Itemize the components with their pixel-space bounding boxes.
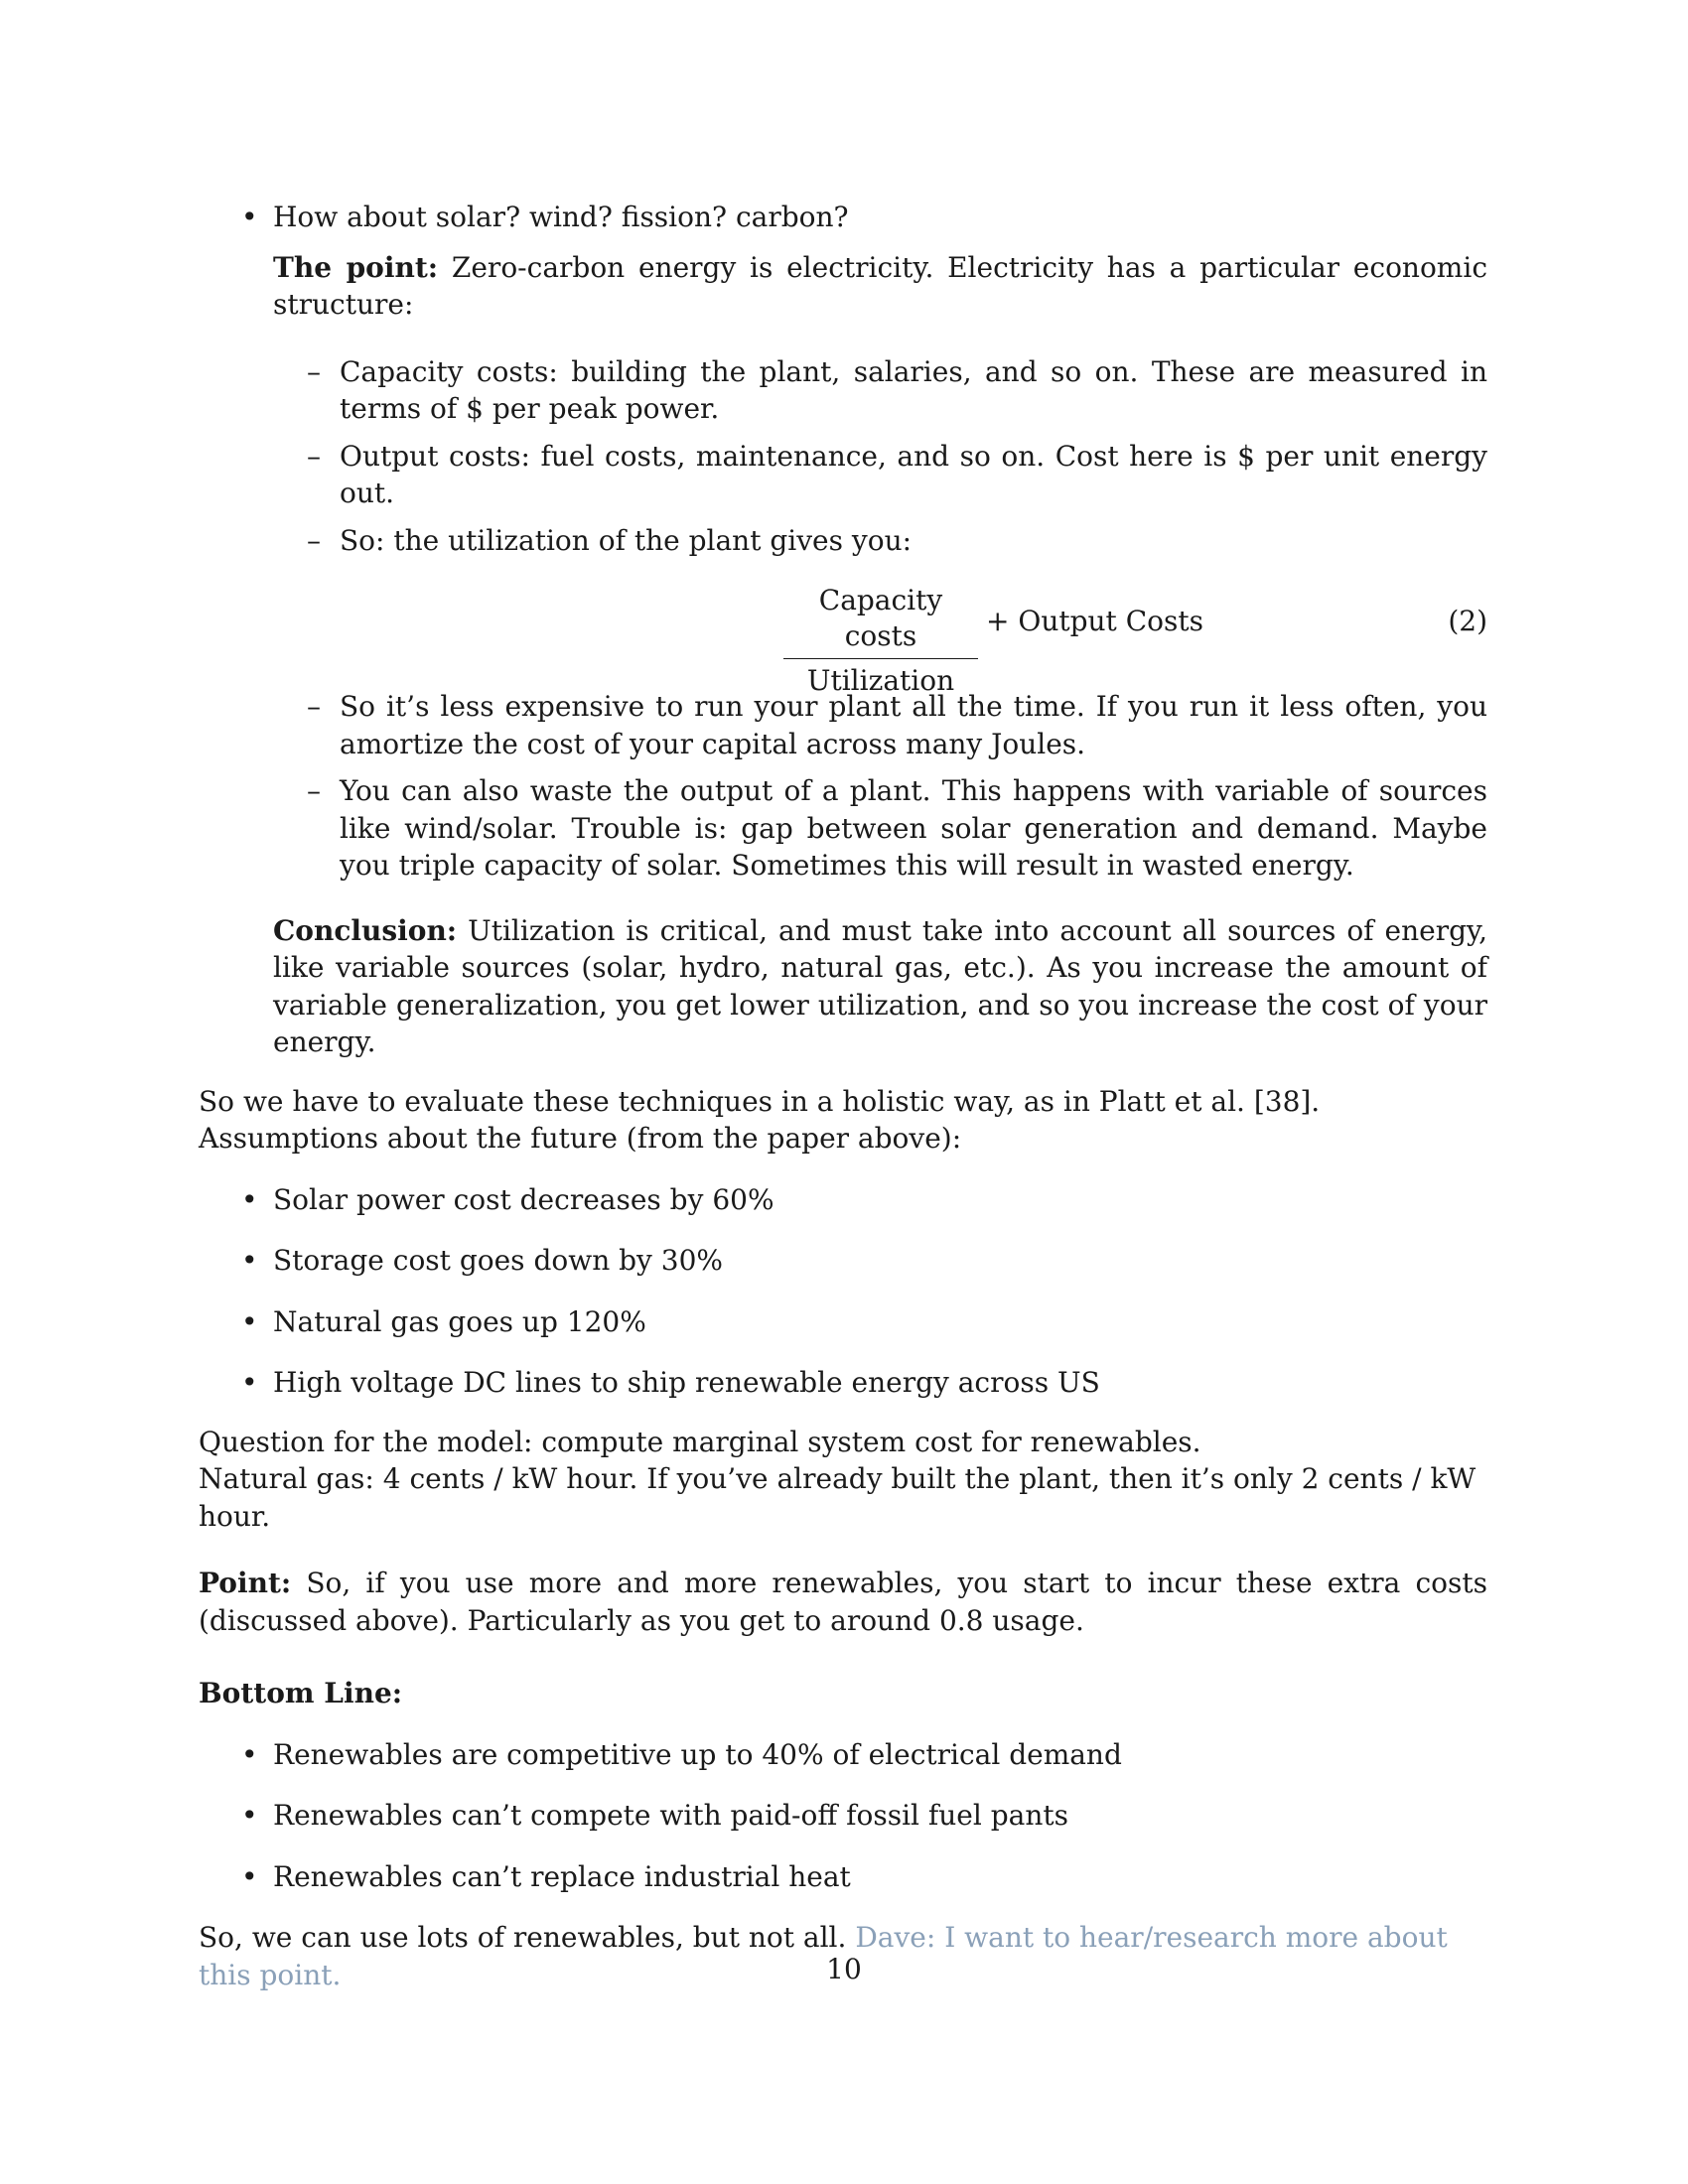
list-item <box>199 1858 1487 1896</box>
holistic-line-1: So we have to evaluate these techniques in a holistic way, as in Platt et al. [38]. <box>199 1084 1321 1118</box>
list-item <box>199 1736 1487 1774</box>
utilization-list <box>273 688 1487 885</box>
equation-fraction <box>783 583 978 699</box>
equation-numerator: Capacity costs <box>783 583 978 659</box>
waste-output-text: You can also waste the output of a plant. This happens with variable of sources like wind/solar. Trouble is: gap between solar generation and demand. Maybe you triple capacity of solar. Sometimes this will result in wasted energy. <box>340 774 1487 882</box>
point-block <box>199 249 1487 1061</box>
conclusion-text: Utilization is critical, and must take into account all sources of energy, like variable sources (solar, hydro, natural gas, etc.). As you increase the amount of variable generalization, you get lower utilization, and so you increase the cost of your energy. <box>273 913 1487 1058</box>
equation-output-costs: + Output Costs <box>986 605 1203 637</box>
point-paragraph <box>273 249 1487 324</box>
list-item <box>199 1303 1487 1341</box>
assumption-gas: Natural gas goes up 120% <box>273 1304 646 1338</box>
assumptions-list <box>199 1181 1487 1402</box>
list-item <box>199 1181 1487 1219</box>
intro-list <box>199 199 1487 236</box>
list-item <box>199 1242 1487 1280</box>
holistic-line-2: Assumptions about the future (from the paper above): <box>199 1122 962 1155</box>
point-label: The point: <box>273 250 439 284</box>
page-number: 10 <box>826 1953 862 1985</box>
bottom-line-competitive: Renewables are competitive up to 40% of electrical demand <box>273 1737 1122 1771</box>
holistic-paragraph <box>199 1083 1487 1158</box>
question-line-2: Natural gas: 4 cents / kW hour. If you’ve already built the plant, then it’s only 2 cents / kW hour. <box>199 1462 1477 1533</box>
point2-label: Point: <box>199 1567 292 1599</box>
equation-number: (2) <box>1448 605 1487 637</box>
dave-note: Dave: I want to hear/research more about this point. <box>199 1921 1448 1991</box>
list-item <box>273 688 1487 762</box>
bottom-line-fossil: Renewables can’t compete with paid-off fossil fuel pants <box>273 1799 1068 1832</box>
intro-bullet-text: How about solar? wind? fission? carbon? <box>273 201 849 233</box>
list-item <box>273 438 1487 512</box>
list-item <box>273 353 1487 428</box>
point-text: Zero-carbon energy is electricity. Electricity has a particular economic structure: <box>273 250 1487 321</box>
question-paragraph <box>199 1424 1487 1536</box>
question-line-1: Question for the model: compute marginal system cost for renewables. <box>199 1425 1201 1458</box>
list-item <box>199 199 1487 236</box>
utilization-text: So: the utilization of the plant gives you: <box>340 523 913 557</box>
conclusion-paragraph <box>273 912 1487 1061</box>
bottom-line-heading: Bottom Line: <box>199 1677 403 1709</box>
assumption-hvdc: High voltage DC lines to ship renewable energy across US <box>273 1366 1100 1399</box>
assumption-storage: Storage cost goes down by 30% <box>273 1244 724 1277</box>
capacity-costs-text: Capacity costs: building the plant, salaries, and so on. These are measured in terms of $ per peak power. <box>340 354 1487 425</box>
run-plant-text: So it’s less expensive to run your plant all the time. If you run it less often, you amortize the cost of your capital across many Joules. <box>340 690 1487 760</box>
equation-denominator: Utilization <box>806 664 955 697</box>
point2-text: So, if you use more and more renewables, you start to incur these extra costs (discussed above). Particularly as you get to around 0.8 usage. <box>199 1567 1487 1637</box>
cost-structure-list <box>273 353 1487 560</box>
bottom-line-list <box>199 1736 1487 1896</box>
bottom-line-heat: Renewables can’t replace industrial heat <box>273 1859 851 1893</box>
conclusion-label: Conclusion: <box>273 913 458 947</box>
output-costs-text: Output costs: fuel costs, maintenance, and so on. Cost here is $ per unit energy out. <box>340 439 1487 509</box>
document-page <box>199 189 1487 1993</box>
list-item <box>199 1797 1487 1835</box>
assumption-solar: Solar power cost decreases by 60% <box>273 1182 774 1216</box>
list-item <box>273 772 1487 885</box>
equation-2 <box>273 583 1487 697</box>
point2-paragraph <box>199 1565 1487 1639</box>
list-item <box>199 1364 1487 1402</box>
final-text: So, we can use lots of renewables, but not all. <box>199 1921 847 1954</box>
list-item <box>273 522 1487 560</box>
